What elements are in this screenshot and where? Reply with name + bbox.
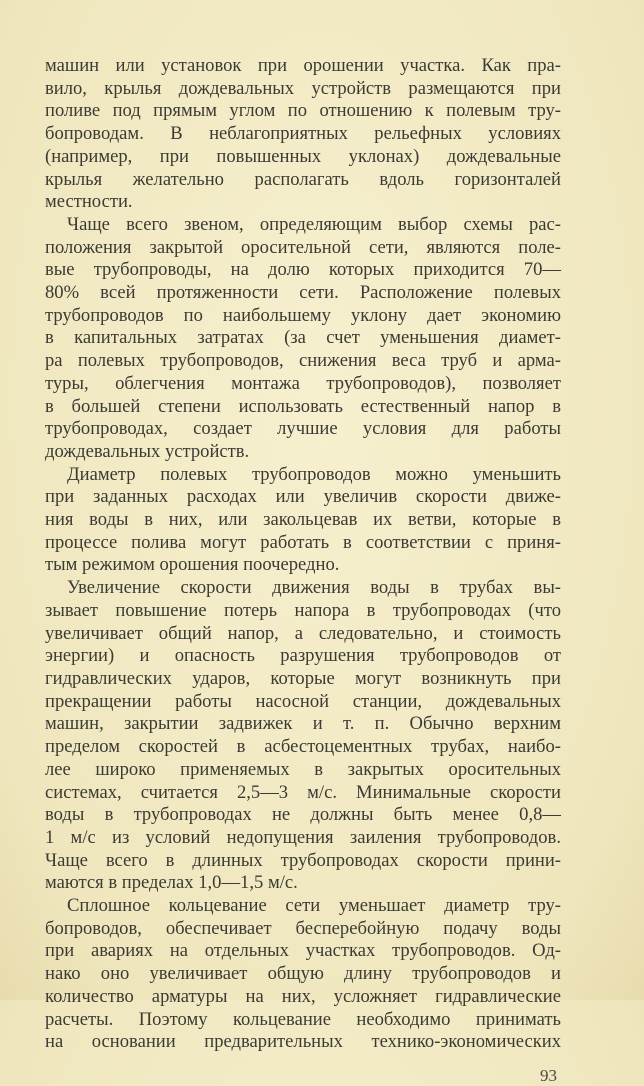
- page-body-text: [45, 55, 561, 1054]
- text-line: системах, считается 2,5—3 м/с. Минимальные скорости: [45, 781, 561, 803]
- text-line: ния воды в них, или закольцевав их ветви, которые в: [45, 509, 561, 531]
- text-line: Чаще всего звеном, определяющим выбор схемы рас-: [67, 213, 561, 235]
- text-line: при авариях на отдельных участках трубопроводов. Од-: [45, 940, 561, 962]
- text-line: расчеты. Поэтому кольцевание необходимо принимать: [45, 1008, 561, 1030]
- text-line: при заданных расходах или увеличив скорости движе-: [45, 486, 561, 508]
- text-line: в большей степени использовать естественный напор в: [45, 395, 561, 417]
- paragraph: [45, 55, 561, 214]
- paragraph: [45, 464, 561, 578]
- text-line: ра полевых трубопроводов, снижения веса труб и арма-: [45, 350, 561, 372]
- book-page: [45, 55, 561, 1086]
- text-line: зывает повышение потерь напора в трубопроводах (что: [45, 599, 561, 621]
- text-line: поливе под прямым углом по отношению к полевым тру-: [45, 100, 561, 122]
- text-line: Диаметр полевых трубопроводов можно уменьшить: [67, 463, 561, 485]
- text-line: дождевальных устройств.: [45, 440, 250, 462]
- text-line: положения закрытой оросительной сети, являются поле-: [45, 236, 561, 258]
- text-line: бопроводам. В неблагоприятных рельефных условиях: [45, 123, 561, 145]
- text-line: туры, облегчения монтажа трубопроводов), позволяет: [45, 372, 561, 394]
- text-line: Сплошное кольцевание сети уменьшает диаметр тру-: [67, 895, 561, 917]
- text-line: 1 м/с из условий недопущения заиления трубопроводов.: [45, 826, 561, 848]
- text-line: Увеличение скорости движения воды в трубах вы-: [67, 577, 561, 599]
- text-line: Чаще всего в длинных трубопроводах скорости прини-: [45, 849, 561, 871]
- text-line: местности.: [45, 191, 133, 213]
- paragraph: [45, 214, 561, 464]
- text-line: бопроводов, обеспечивает бесперебойную подачу воды: [45, 917, 561, 939]
- paragraph: [45, 577, 561, 895]
- text-line: тым режимом орошения поочередно.: [45, 554, 340, 576]
- text-line: маются в пределах 1,0—1,5 м/с.: [45, 872, 298, 894]
- text-line: на основании предварительных технико-экономических: [45, 1031, 561, 1053]
- text-line: количество арматуры на них, усложняет гидравлические: [45, 985, 561, 1007]
- text-line: вые трубопроводы, на долю которых приходится 70—: [45, 259, 561, 281]
- text-line: нако оно увеличивает общую длину трубопроводов и: [45, 963, 561, 985]
- text-line: процессе полива могут работать в соответствии с приня-: [45, 531, 561, 553]
- text-line: лее широко применяемых в закрытых оросительных: [45, 758, 561, 780]
- text-line: энергии) и опасность разрушения трубопроводов от: [45, 645, 561, 667]
- text-line: трубопроводов по наибольшему уклону дает экономию: [45, 304, 561, 326]
- text-line: прекращении работы насосной станции, дождевальных: [45, 690, 561, 712]
- paragraph: [45, 895, 561, 1054]
- text-line: машин или установок при орошении участка. Как пра-: [45, 55, 561, 76]
- page-number: 93: [540, 1065, 557, 1085]
- text-line: (например, при повышенных уклонах) дождевальные: [45, 145, 561, 167]
- text-line: пределом скоростей в асбестоцементных трубах, наибо-: [45, 736, 561, 758]
- text-line: 80% всей протяженности сети. Расположение полевых: [45, 282, 561, 304]
- text-line: трубопроводах, создает лучшие условия для работы: [45, 418, 561, 440]
- text-line: увеличивает общий напор, а следовательно, и стоимость: [45, 622, 561, 644]
- text-line: вило, крылья дождевальных устройств размещаются при: [45, 77, 561, 99]
- text-line: воды в трубопроводах не должны быть менее 0,8—: [45, 804, 561, 826]
- text-line: гидравлических ударов, которые могут возникнуть при: [45, 667, 561, 689]
- text-line: крылья желательно располагать вдоль горизонталей: [45, 168, 561, 190]
- text-line: в капитальных затратах (за счет уменьшения диамет-: [45, 327, 561, 349]
- text-line: машин, закрытии задвижек и т. п. Обычно верхним: [45, 713, 561, 735]
